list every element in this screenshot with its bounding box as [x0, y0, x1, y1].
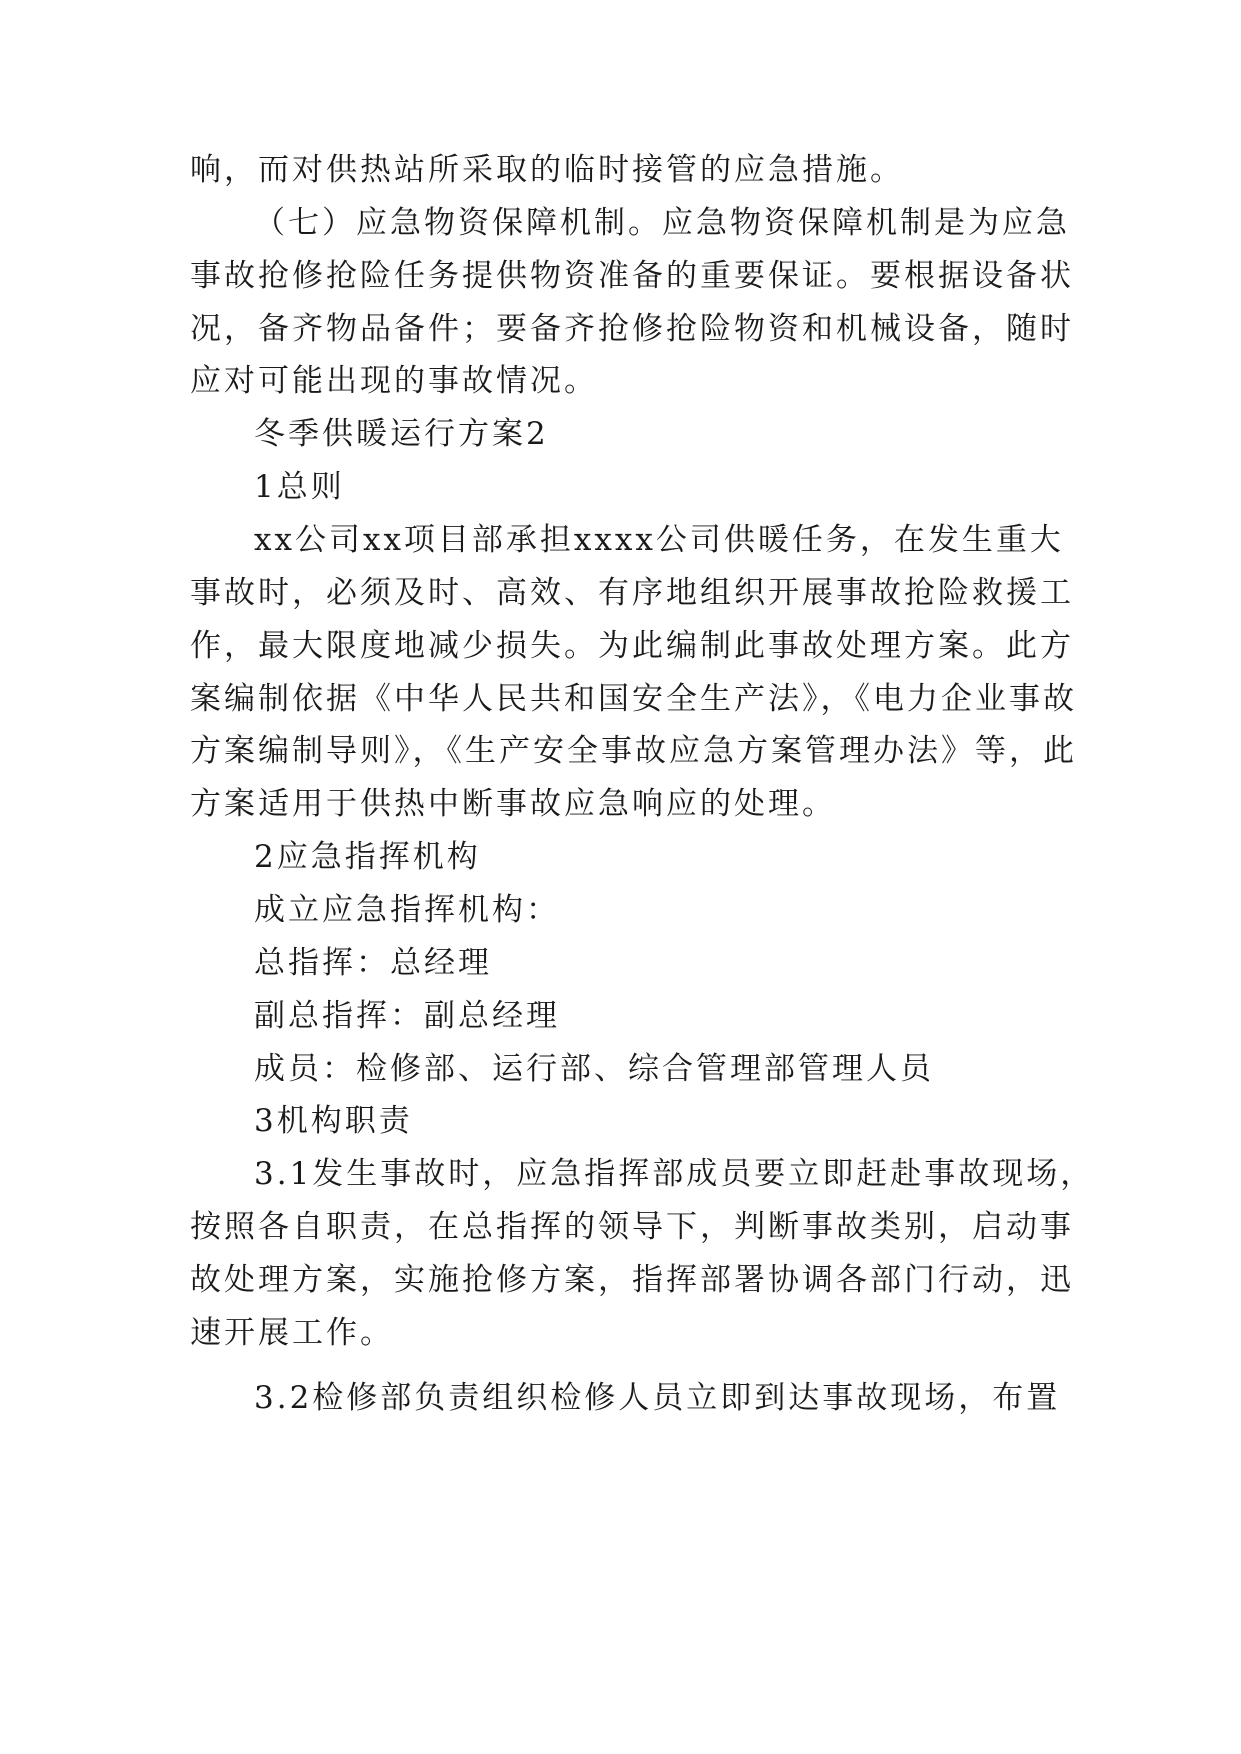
text-line: 事故抢修抢险任务提供物资准备的重要保证。要根据设备状 [190, 258, 1074, 294]
section-heading: 2应急指挥机构 [254, 839, 481, 875]
section-title: 冬季供暖运行方案2 [254, 416, 549, 452]
text-line: 速开展工作。 [190, 1315, 394, 1351]
text-line: 作，最大限度地减少损失。为此编制此事故处理方案。此方 [190, 628, 1074, 664]
text-line: 事故时，必须及时、高效、有序地组织开展事故抢险救援工 [190, 575, 1074, 611]
text-line: 3.1发生事故时，应急指挥部成员要立即赶赴事故现场， [254, 1156, 1095, 1192]
text-line: 方案适用于供热中断事故应急响应的处理。 [190, 786, 836, 822]
text-line: 响，而对供热站所采取的临时接管的应急措施。 [190, 152, 904, 188]
text-line: 副总指挥：副总经理 [254, 998, 560, 1034]
text-line: 按照各自职责，在总指挥的领导下，判断事故类别，启动事 [190, 1209, 1074, 1245]
text-line: 应对可能出现的事故情况。 [190, 363, 598, 399]
text-line: 况，备齐物品备件；要备齐抢修抢险物资和机械设备，随时 [190, 311, 1074, 347]
text-line: 3.2检修部负责组织检修人员立即到达事故现场，布置 [254, 1380, 1061, 1416]
text-line: 成员：检修部、运行部、综合管理部管理人员 [254, 1051, 934, 1087]
section-heading: 3机构职责 [254, 1103, 413, 1139]
section-heading: 1总则 [254, 469, 345, 505]
text-line: 方案编制导则》，《生产安全事故应急方案管理办法》等，此 [190, 733, 1077, 769]
text-line: 总指挥：总经理 [254, 945, 492, 981]
text-line: 案编制依据《中华人民共和国安全生产法》，《电力企业事故 [190, 681, 1077, 717]
text-line: xx公司xx项目部承担xxxx公司供暖任务，在发生重大 [254, 522, 1064, 558]
text-line: 成立应急指挥机构： [254, 892, 560, 928]
text-line: （七）应急物资保障机制。应急物资保障机制是为应急 [254, 205, 1070, 241]
text-line: 故处理方案，实施抢修方案，指挥部署协调各部门行动，迅 [190, 1262, 1074, 1298]
